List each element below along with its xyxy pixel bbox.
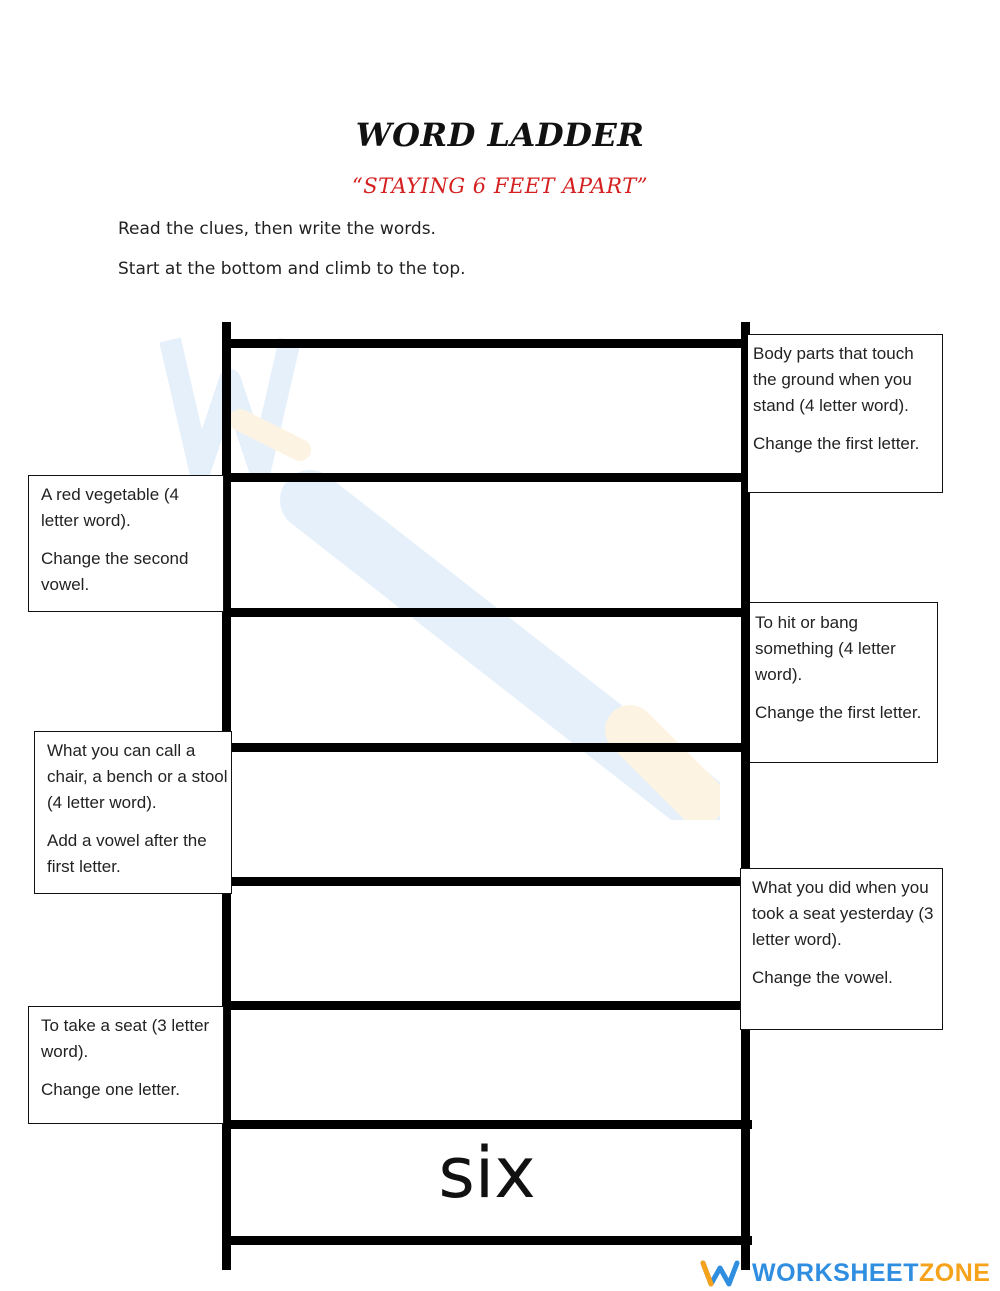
clue-change: Change the first letter.	[755, 703, 922, 722]
clue-change: Add a vowel after the first letter.	[47, 831, 207, 876]
ladder-rung	[222, 877, 752, 886]
instruction-line-2: Start at the bottom and climb to the top.	[118, 259, 466, 279]
logo-word-1: WORKSHEET	[752, 1258, 919, 1287]
ladder-rung	[222, 473, 752, 482]
clue-change: Change the vowel.	[752, 968, 893, 987]
ladder-rung	[222, 1120, 752, 1129]
clue-box-beat	[750, 602, 938, 763]
logo-text	[752, 1259, 990, 1288]
clue-text: A red vegetable (4 letter word).	[41, 485, 179, 530]
ladder-rung	[222, 1001, 752, 1010]
worksheetzone-logo	[700, 1256, 1000, 1290]
ladder-rung	[222, 1236, 752, 1245]
ladder-rung	[222, 743, 752, 752]
ladder-rung	[222, 339, 752, 348]
clue-box-feet	[748, 334, 943, 493]
clue-text: What you can call a chair, a bench or a stool (4 letter word).	[47, 741, 228, 812]
watermark-logo	[160, 300, 720, 820]
w-logo-icon	[700, 1258, 740, 1288]
clue-box-beet	[28, 475, 224, 612]
clue-box-sat	[740, 868, 943, 1030]
clue-change: Change the first letter.	[753, 434, 920, 453]
start-word: six	[438, 1132, 536, 1214]
clue-change: Change one letter.	[41, 1080, 180, 1099]
instruction-line-1: Read the clues, then write the words.	[118, 219, 436, 239]
clue-text: What you did when you took a seat yesterday (3 letter word).	[752, 878, 934, 949]
logo-word-2: ZONE	[919, 1258, 991, 1287]
clue-text: Body parts that touch the ground when you stand (4 letter word).	[753, 344, 914, 415]
clue-text: To take a seat (3 letter word).	[41, 1016, 210, 1061]
ladder-rung	[222, 608, 752, 617]
clue-text: To hit or bang something (4 letter word).	[755, 613, 896, 684]
clue-box-sit	[28, 1006, 224, 1124]
page-subtitle: “STAYING 6 FEET APART”	[352, 174, 648, 198]
page-title: WORD LADDER	[355, 116, 645, 154]
clue-box-seat	[34, 731, 232, 894]
clue-change: Change the second vowel.	[41, 549, 189, 594]
